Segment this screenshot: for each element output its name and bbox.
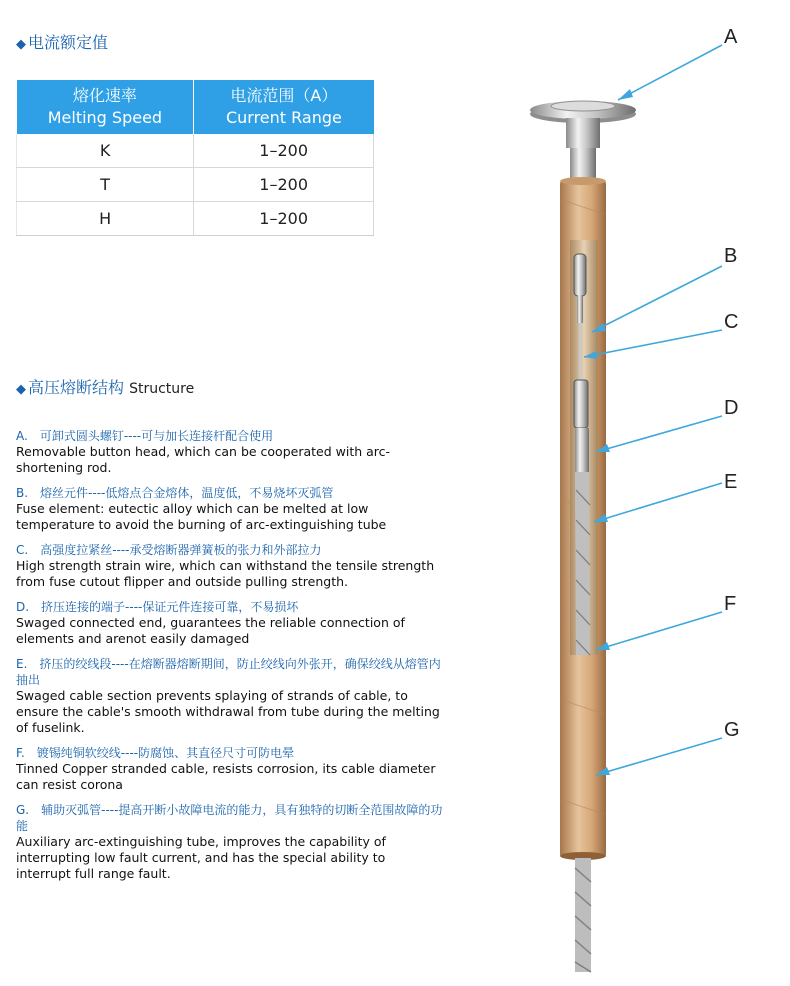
cell-range: 1–200 <box>194 134 374 168</box>
list-item: F. 镀锡纯铜软绞线----防腐蚀、其直径尺寸可防电晕 Tinned Copper stranded cable, resists corrosion, its cable diameter can resist corona <box>16 746 436 792</box>
list-item: B. 熔丝元件----低熔点合金熔体，温度低，不易烧坏灭弧管 Fuse element: eutectic alloy which can be melted at low temperature to avoid the burning of arc-extinguishing tube <box>16 486 387 532</box>
diamond-bullet-icon: ◆ <box>16 382 26 397</box>
tube <box>560 177 606 860</box>
label-g: G <box>724 719 740 741</box>
section-title-structure-en: Structure <box>129 381 195 397</box>
label-f: F <box>724 593 737 615</box>
section-title-rating <box>16 30 108 53</box>
stranded-cable <box>575 858 591 972</box>
label-d: D <box>724 397 739 419</box>
label-b: B <box>724 245 738 267</box>
table-row <box>17 134 374 168</box>
list-item: D. 挤压连接的端子----保证元件连接可靠，不易损坏 Swaged connected end, guarantees the reliable connection of elements and arenot easily damaged <box>16 600 405 646</box>
header-melting-speed: 熔化速率 Melting Speed <box>17 80 194 134</box>
structure-list <box>16 428 444 891</box>
cell-speed: H <box>17 202 194 236</box>
tube-window <box>570 240 598 655</box>
callout-arrowheads <box>584 89 633 775</box>
cell-range: 1–200 <box>194 202 374 236</box>
cell-speed: T <box>17 168 194 202</box>
list-item: A. 可卸式圆头螺钉----可与加长连接杆配合使用 Removable button head, which can be cooperated with arc-shortening rod. <box>16 429 391 475</box>
table-row <box>17 202 374 236</box>
table-row <box>17 168 374 202</box>
label-a: A <box>724 26 738 48</box>
list-item: C. 高强度拉紧丝----承受熔断器弹簧板的张力和外部拉力 High strength strain wire, which can withstand the tensile strength from fuse cutout flipper and outside pulling strength. <box>16 543 435 589</box>
header-current-range: 电流范围（A） Current Range <box>194 80 374 134</box>
list-item: G. 辅助灭弧管----提高开断小故障电流的能力，具有独特的切断全范围故障的功能 Auxiliary arc-extinguishing tube, improves the capability of interrupting low fault current, and has the special ability to interrupt full range fault. <box>16 803 443 881</box>
label-e: E <box>724 471 738 493</box>
button-head <box>530 101 636 182</box>
rating-table <box>16 80 374 236</box>
cell-speed: K <box>17 134 194 168</box>
list-item: E. 挤压的绞线段----在熔断器熔断期间，防止绞线向外张开，确保绞线从熔管内抽出 Swaged cable section prevents splaying of strands of cable, to ensure the cable's smooth withdrawal from tube during the melting of fuselink. <box>16 657 441 735</box>
table-header-row <box>17 80 374 134</box>
label-c: C <box>724 311 739 333</box>
diamond-bullet-icon: ◆ <box>16 37 26 52</box>
section-title-structure <box>16 375 194 398</box>
section-title-structure-zh: 高压熔断结构 <box>28 378 125 397</box>
cell-range: 1–200 <box>194 168 374 202</box>
section-title-rating-text: 电流额定值 <box>28 33 109 52</box>
callout-lines <box>584 45 722 775</box>
